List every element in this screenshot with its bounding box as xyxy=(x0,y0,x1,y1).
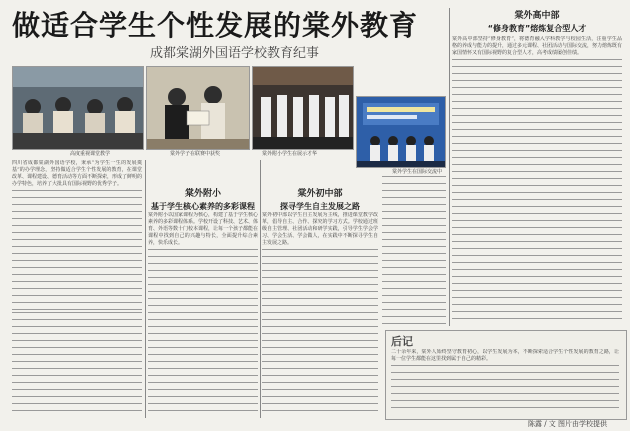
primary-section-title xyxy=(148,186,258,212)
middle-right-column xyxy=(382,176,446,324)
photo-credit: 陈露 / 文 图片由学校提供 xyxy=(528,420,608,428)
junior-column xyxy=(262,212,378,416)
headline: 做适合学生个性发展的棠外教育 xyxy=(12,9,419,42)
primary-text-lines xyxy=(148,249,258,416)
column-divider-2 xyxy=(260,160,261,418)
primary-section-heading: 基于学生核心素养的多彩课程 xyxy=(151,202,255,211)
caption-photo4: 棠外学生在国际交流中 xyxy=(392,169,443,175)
junior-text-lines xyxy=(262,249,378,416)
photo-stage xyxy=(356,96,446,168)
intro-column xyxy=(12,160,142,310)
primary-paragraph: 棠外附小以国家课程为核心，构建了基于学生核心素养的多彩课程体系。学校开设了科技、艺术、体育、外语等数十门校本课程，让每一个孩子都能在课程中找到自己的兴趣与特长，全面提升综合素养，快乐成长。 xyxy=(148,212,258,246)
intro-column-2 xyxy=(12,312,142,416)
junior-section-title xyxy=(262,186,378,212)
photo-performance-image xyxy=(253,67,353,149)
afterword-text xyxy=(391,349,619,415)
subheadline: 成都棠湖外国语学校教育纪事 xyxy=(150,46,320,61)
afterword-text-lines xyxy=(391,365,619,409)
intro-paragraph: 四川省成都棠湖外国语学校，秉承“为学生一生的发展奠基”的办学理念，坚持做适合学生个性发展的教育，在课堂改革、课程建设、德育活动等方面不断探索，形成了鲜明的办学特色，培养了大批具有国际视野的优秀学子。 xyxy=(12,160,142,187)
caption-photo2: 棠外学子在联赛中获奖 xyxy=(170,151,221,157)
senior-section-heading: “修身教育”熔炼复合型人才 xyxy=(487,24,587,33)
junior-paragraph: 棠外初中部以学生自主发展为主线，推进课堂教学改革，倡导自主、合作、探究的学习方式。学校通过班级自主管理、社团活动和研学实践，引导学生学会学习、学会生活、学会做人，在实践中不断探寻学生自主发展之路。 xyxy=(262,212,378,246)
senior-paragraph: 棠外高中部坚持“修身教育”，将德育融入学科教学与校园生活，注重学生品格的养成与能力的提升，通过多元课程、社团活动与国际交流，努力熔炼既有家国情怀又有国际视野的复合型人才，高考成绩屡创佳绩。 xyxy=(452,36,622,56)
photo-classroom-image xyxy=(13,67,143,149)
photo-award xyxy=(146,66,250,150)
photo-award-image xyxy=(147,67,249,149)
photo-classroom xyxy=(12,66,144,150)
senior-column xyxy=(452,36,622,326)
afterword-title: 后记 xyxy=(391,335,413,348)
column-divider-1 xyxy=(145,160,146,418)
photo-performance xyxy=(252,66,354,150)
primary-section-kicker: 棠外附小 xyxy=(184,189,221,199)
junior-section-heading: 探寻学生自主发展之路 xyxy=(280,202,360,211)
senior-section-title xyxy=(452,8,622,34)
afterword-paragraph: 二十余年来，棠外人始终坚守教育初心，以学生发展为本，不断探索适合学生个性发展的教育之路，让每一位学生都能在这里找到属于自己的精彩。 xyxy=(391,349,619,362)
intro-text-lines xyxy=(12,190,142,310)
primary-column xyxy=(148,212,258,416)
senior-section-kicker: 棠外高中部 xyxy=(514,11,560,21)
afterword-box xyxy=(385,330,627,420)
senior-text-lines xyxy=(452,59,622,319)
junior-section-kicker: 棠外初中部 xyxy=(297,189,343,199)
caption-photo3: 棠外附小学生在展示才华 xyxy=(262,151,318,157)
photo-stage-image xyxy=(357,97,445,167)
caption-photo1: 高度重视课堂教学 xyxy=(70,151,111,157)
column-divider-3 xyxy=(449,8,450,326)
